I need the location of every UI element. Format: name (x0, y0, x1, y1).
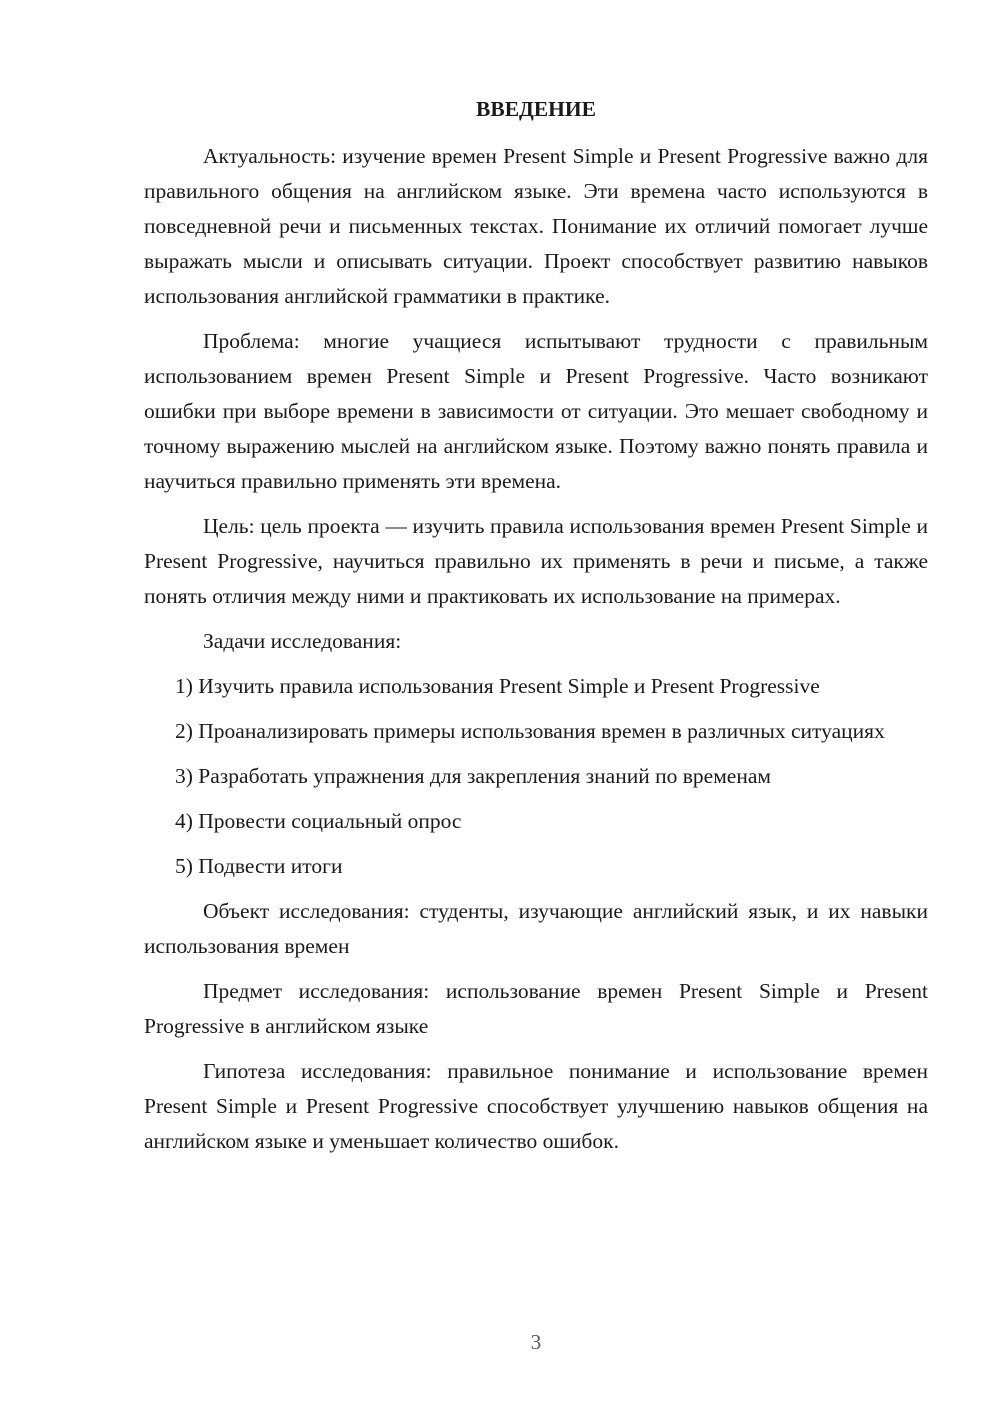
problem-paragraph: Проблема: многие учащиеся испытывают трудности с правильным использованием времен Present Simple и Present Progressive. Часто возникают ошибки при выборе времени в зависимости от ситуации. Это мешает свободному и точному выражению мыслей на английском языке. Поэтому важно понять правила и научиться правильно применять эти времена. (144, 329, 928, 493)
task-item: 1) Изучить правила использования Present Simple и Present Progressive (175, 674, 820, 698)
task-item: 3) Разработать упражнения для закрепления знаний по временам (175, 764, 771, 788)
subject-paragraph: Предмет исследования: использование времен Present Simple и Present Progressive в английском языке (144, 979, 928, 1038)
task-item: 5) Подвести итоги (175, 854, 343, 878)
tasks-heading: Задачи исследования: (203, 629, 402, 653)
relevance-paragraph: Актуальность: изучение времен Present Simple и Present Progressive важно для правильного общения на английском языке. Эти времена часто используются в повседневной речи и письменных текстах. Понимание их отличий помогает лучше выражать мысли и описывать ситуации. Проект способствует развитию навыков использования английской грамматики в практике. (144, 144, 928, 308)
task-item: 4) Провести социальный опрос (175, 809, 462, 833)
object-paragraph: Объект исследования: студенты, изучающие английский язык, и их навыки использования времен (144, 899, 928, 958)
task-item: 2) Проанализировать примеры использования времен в различных ситуациях (175, 719, 885, 743)
document-title: ВВЕДЕНИЕ (476, 97, 596, 121)
goal-paragraph: Цель: цель проекта — изучить правила использования времен Present Simple и Present Progressive, научиться правильно их применять в речи и письме, а также понять отличия между ними и практиковать их использование на примерах. (144, 514, 928, 608)
document-page (144, 92, 928, 1169)
page-number: 3 (530, 1330, 542, 1354)
hypothesis-paragraph: Гипотеза исследования: правильное понимание и использование времен Present Simple и Present Progressive способствует улучшению навыков общения на английском языке и уменьшает количество ошибок. (144, 1059, 928, 1153)
